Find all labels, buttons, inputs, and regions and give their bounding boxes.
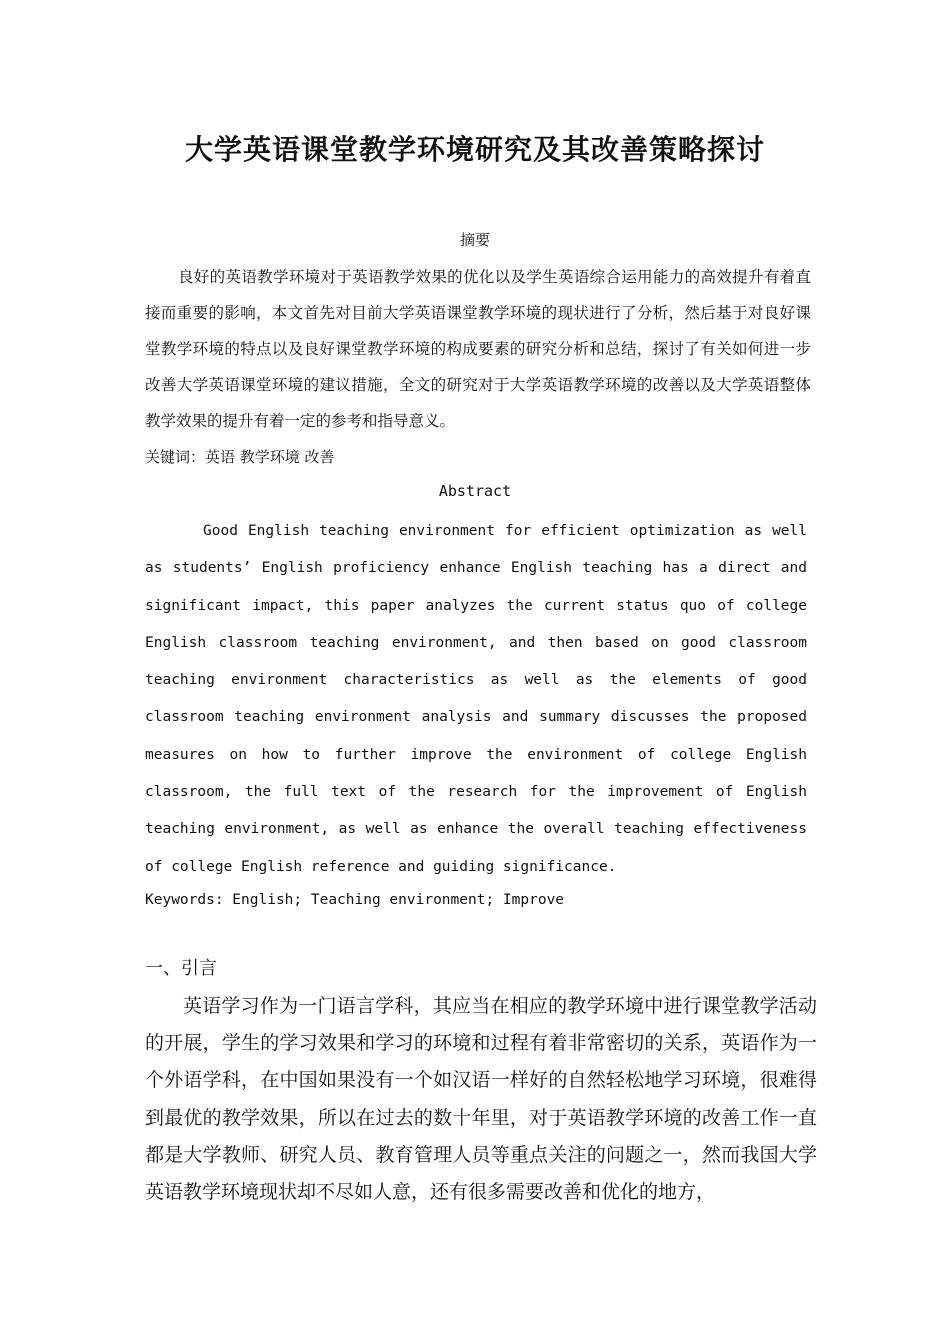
section-heading-introduction: 一、引言 [145, 958, 217, 979]
document-title: 大学英语课堂教学环境研究及其改善策略探讨 [184, 133, 765, 166]
keywords-english: Keywords: English; Teaching environment; Improve [145, 892, 565, 908]
keywords-chinese: 关键词：英语 教学环境 改善 [145, 448, 335, 466]
abstract-chinese: 良好的英语教学环境对于英语教学效果的优化以及学生英语综合运用能力的高效提升有着直接而重要的影响，本文首先对目前大学英语课堂教学环境的现状进行了分析，然后基于对良好课堂教学环境的特点以及良好课堂教学环境的构成要素的研究分析和总结，探讨了有关如何进一步改善大学英语课堂环境的建议措施，全文的研究对于大学英语教学环境的改善以及大学英语整体教学效果的提升有着一定的参考和指导意义。 [145, 268, 811, 430]
abstract-english: Good English teaching environment for efficient optimization as well as students’ English proficiency enhance English teaching has a direct and significant impact, this paper analyzes the current status quo of college English classroom teaching environment, and then based on good classroom teaching environment characteristics as well as the elements of good classroom teaching environment analysis and summary discusses the proposed measures on how to further improve the environment of college English classroom, the full text of the research for the improvement of English teaching environment, as well as enhance the overall teaching effectiveness of college English reference and guiding significance. [145, 523, 807, 875]
section-body-introduction: 英语学习作为一门语言学科，其应当在相应的教学环境中进行课堂教学活动的开展，学生的学习效果和学习的环境和过程有着非常密切的关系，英语作为一个外语学科，在中国如果没有一个如汉语一样好的自然轻松地学习环境，很难得到最优的教学效果，所以在过去的数十年里，对于英语教学环境的改善工作一直都是大学教师、研究人员、教育管理人员等重点关注的问题之一，然而我国大学英语教学环境现状却不尽如人意，还有很多需要改善和优化的地方， [145, 995, 817, 1204]
abstract-english-heading: Abstract [438, 482, 512, 500]
abstract-heading: 摘要 [459, 231, 490, 249]
